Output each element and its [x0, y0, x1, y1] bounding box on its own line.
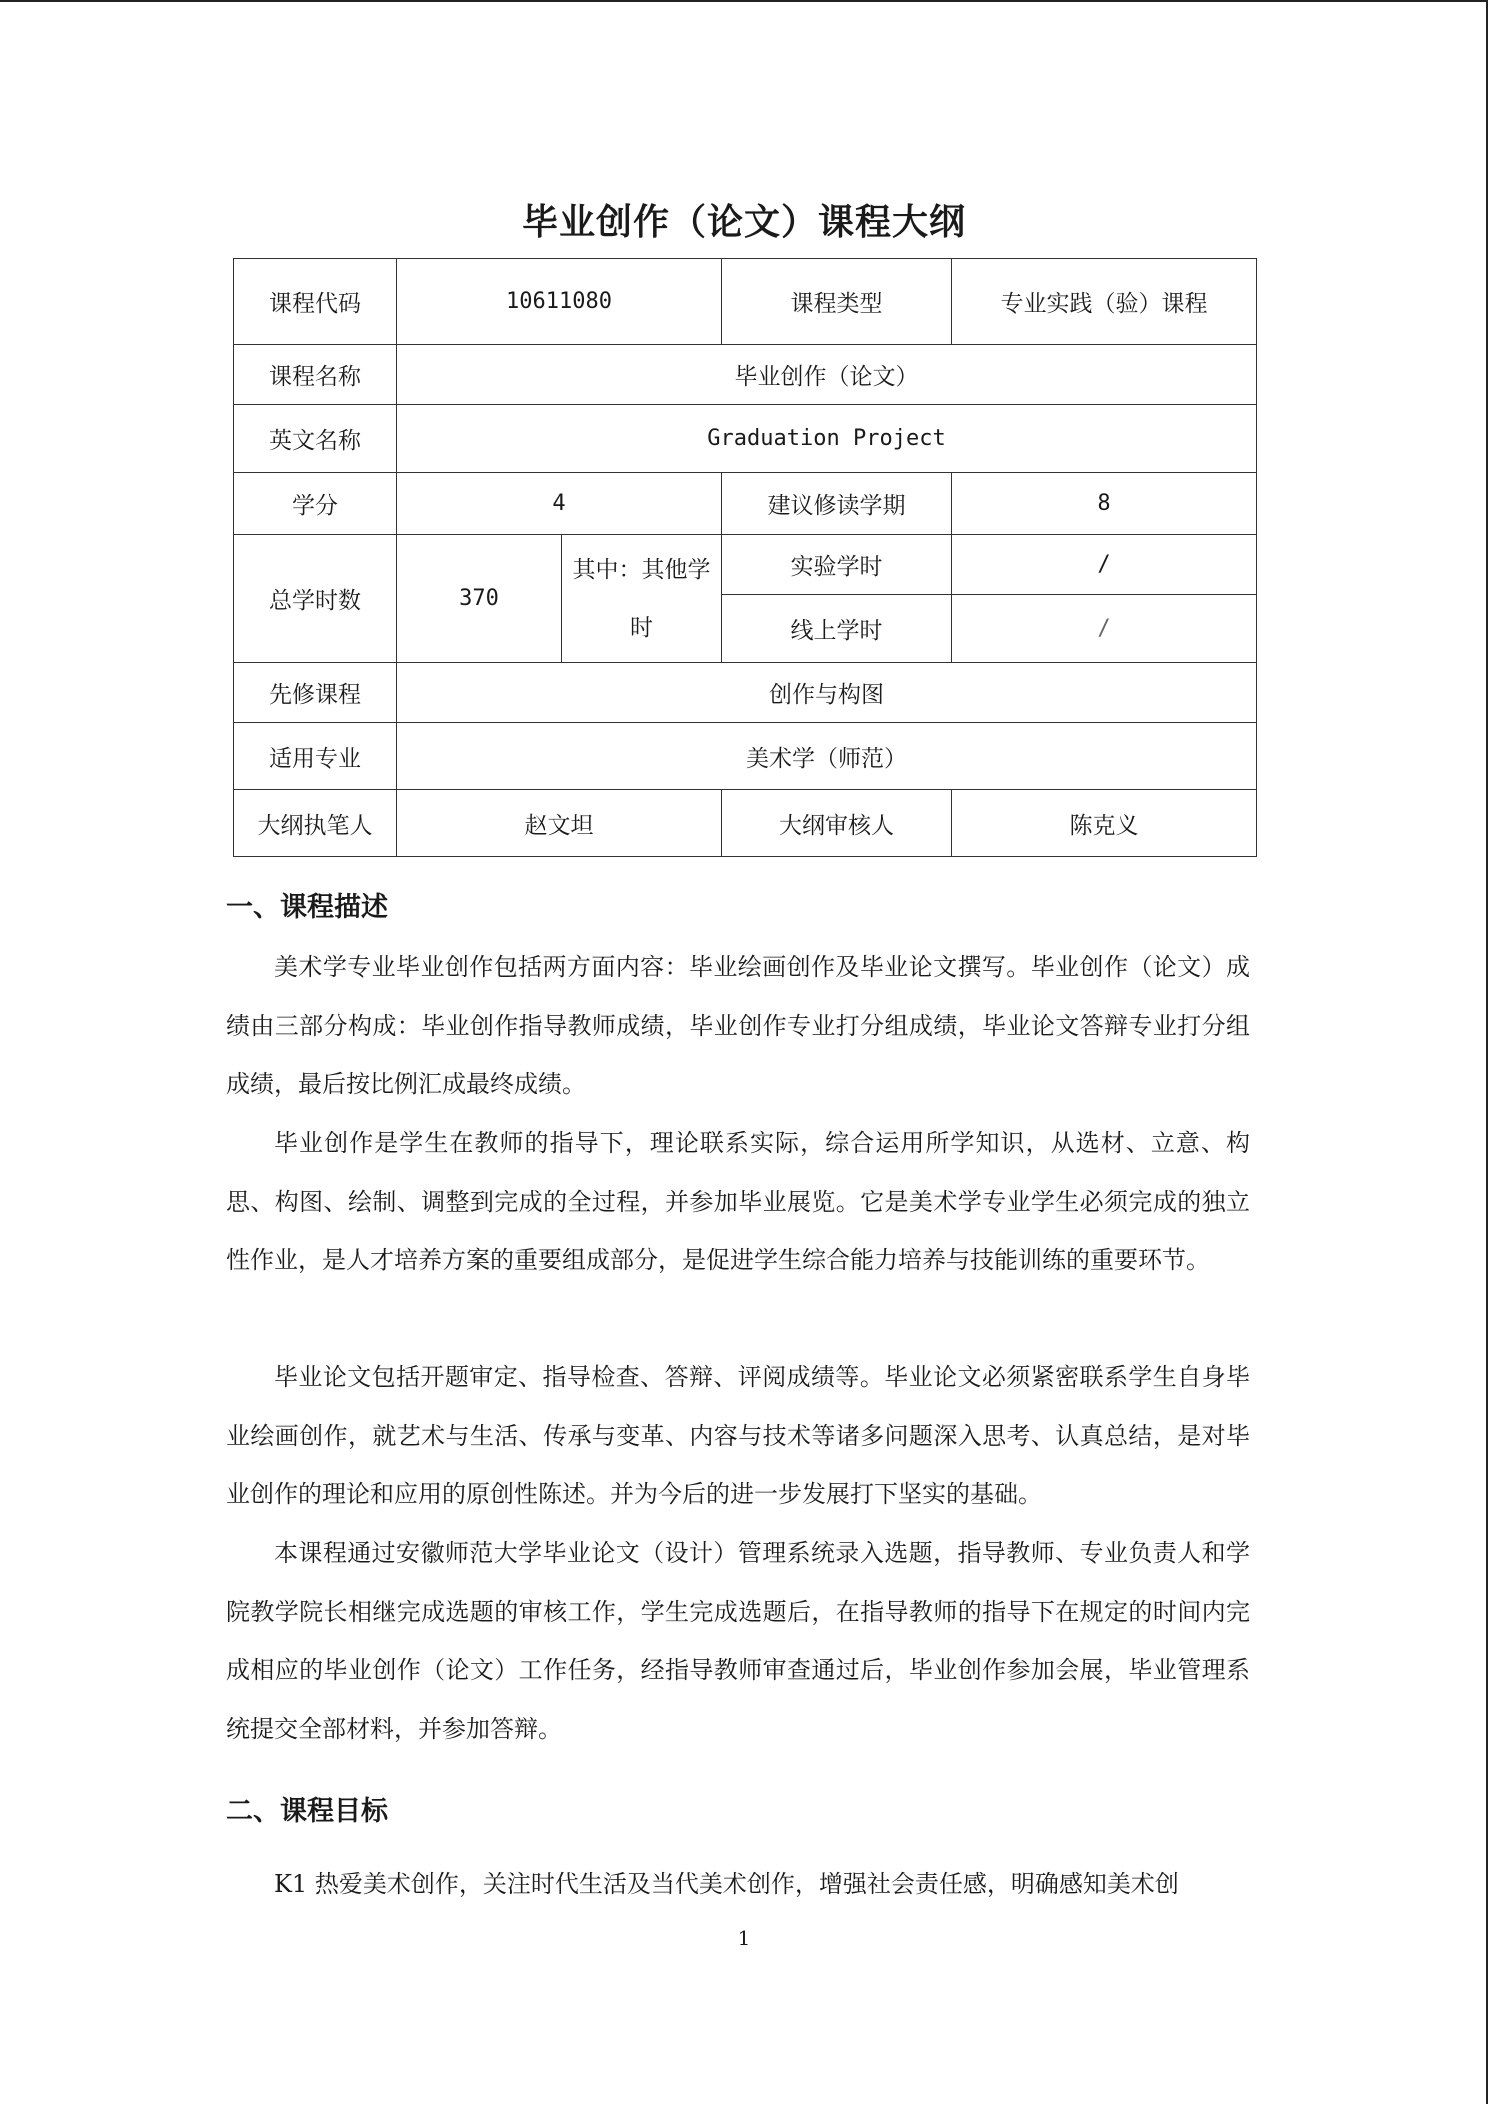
english-name-value: Graduation Project [397, 405, 1257, 473]
reviewer-label: 大纲审核人 [722, 790, 952, 857]
course-type-value: 专业实践（验）课程 [952, 259, 1257, 345]
credits-value: 4 [397, 473, 722, 535]
other-hours-label: 其中：其他学时 [562, 535, 722, 663]
course-name-value: 毕业创作（论文） [397, 345, 1257, 405]
paragraph: 毕业论文包括开题审定、指导检查、答辩、评阅成绩等。毕业论文必须紧密联系学生自身毕业绘画创作，就艺术与生活、传承与变革、内容与技术等诸多问题深入思考、认真总结，是对毕业创作的理论和应用的原创性陈述。并为今后的进一步发展打下坚实的基础。 [226, 1363, 1250, 1508]
semester-label: 建议修读学期 [722, 473, 952, 535]
lab-hours-label: 实验学时 [722, 535, 952, 595]
credits-label: 学分 [234, 473, 397, 535]
lab-hours-value: / [952, 535, 1257, 595]
online-hours-value: / [952, 595, 1257, 663]
online-hours-label: 线上学时 [722, 595, 952, 663]
reviewer-value: 陈克义 [952, 790, 1257, 857]
table-row [234, 663, 1257, 723]
prereq-label: 先修课程 [234, 663, 397, 723]
course-name-label: 课程名称 [234, 345, 397, 405]
table-row [234, 473, 1257, 535]
course-type-label: 课程类型 [722, 259, 952, 345]
course-code-label: 课程代码 [234, 259, 397, 345]
table-row [234, 405, 1257, 473]
page-border-top [0, 0, 1488, 2]
prereq-value: 创作与构图 [397, 663, 1257, 723]
paragraph: 毕业创作是学生在教师的指导下，理论联系实际，综合运用所学知识，从选材、立意、构思、构图、绘制、调整到完成的全过程，并参加毕业展览。它是美术学专业学生必须完成的独立性作业，是人才培养方案的重要组成部分，是促进学生综合能力培养与技能训练的重要环节。 [226, 1129, 1250, 1274]
author-value: 赵文坦 [397, 790, 722, 857]
table-row [234, 723, 1257, 790]
section-heading-objectives: 二、课程目标 [226, 1796, 388, 1827]
section-heading-description: 一、课程描述 [226, 892, 388, 923]
semester-value: 8 [952, 473, 1257, 535]
table-row [234, 259, 1257, 345]
major-label: 适用专业 [234, 723, 397, 790]
page-number: 1 [737, 1926, 751, 1950]
paragraph: 本课程通过安徽师范大学毕业论文（设计）管理系统录入选题，指导教师、专业负责人和学院教学院长相继完成选题的审核工作，学生完成选题后，在指导教师的指导下在规定的时间内完成相应的毕业创作（论文）工作任务，经指导教师审查通过后，毕业创作参加会展，毕业管理系统提交全部材料，并参加答辩。 [226, 1539, 1250, 1743]
paragraph: 美术学专业毕业创作包括两方面内容：毕业绘画创作及毕业论文撰写。毕业创作（论文）成绩由三部分构成：毕业创作指导教师成绩，毕业创作专业打分组成绩，毕业论文答辩专业打分组成绩，最后按比例汇成最终成绩。 [226, 953, 1250, 1098]
table-row [234, 535, 1257, 595]
total-hours-value: 370 [397, 535, 562, 663]
course-info-table [233, 258, 1257, 857]
major-value: 美术学（师范） [397, 723, 1257, 790]
table-row [234, 345, 1257, 405]
total-hours-label: 总学时数 [234, 535, 397, 663]
paragraph: K1 热爱美术创作，关注时代生活及当代美术创作，增强社会责任感，明确感知美术创 [274, 1870, 1179, 1898]
author-label: 大纲执笔人 [234, 790, 397, 857]
english-name-label: 英文名称 [234, 405, 397, 473]
course-code-value: 10611080 [397, 259, 722, 345]
table-row [234, 790, 1257, 857]
document-title: 毕业创作（论文）课程大纲 [521, 202, 966, 243]
